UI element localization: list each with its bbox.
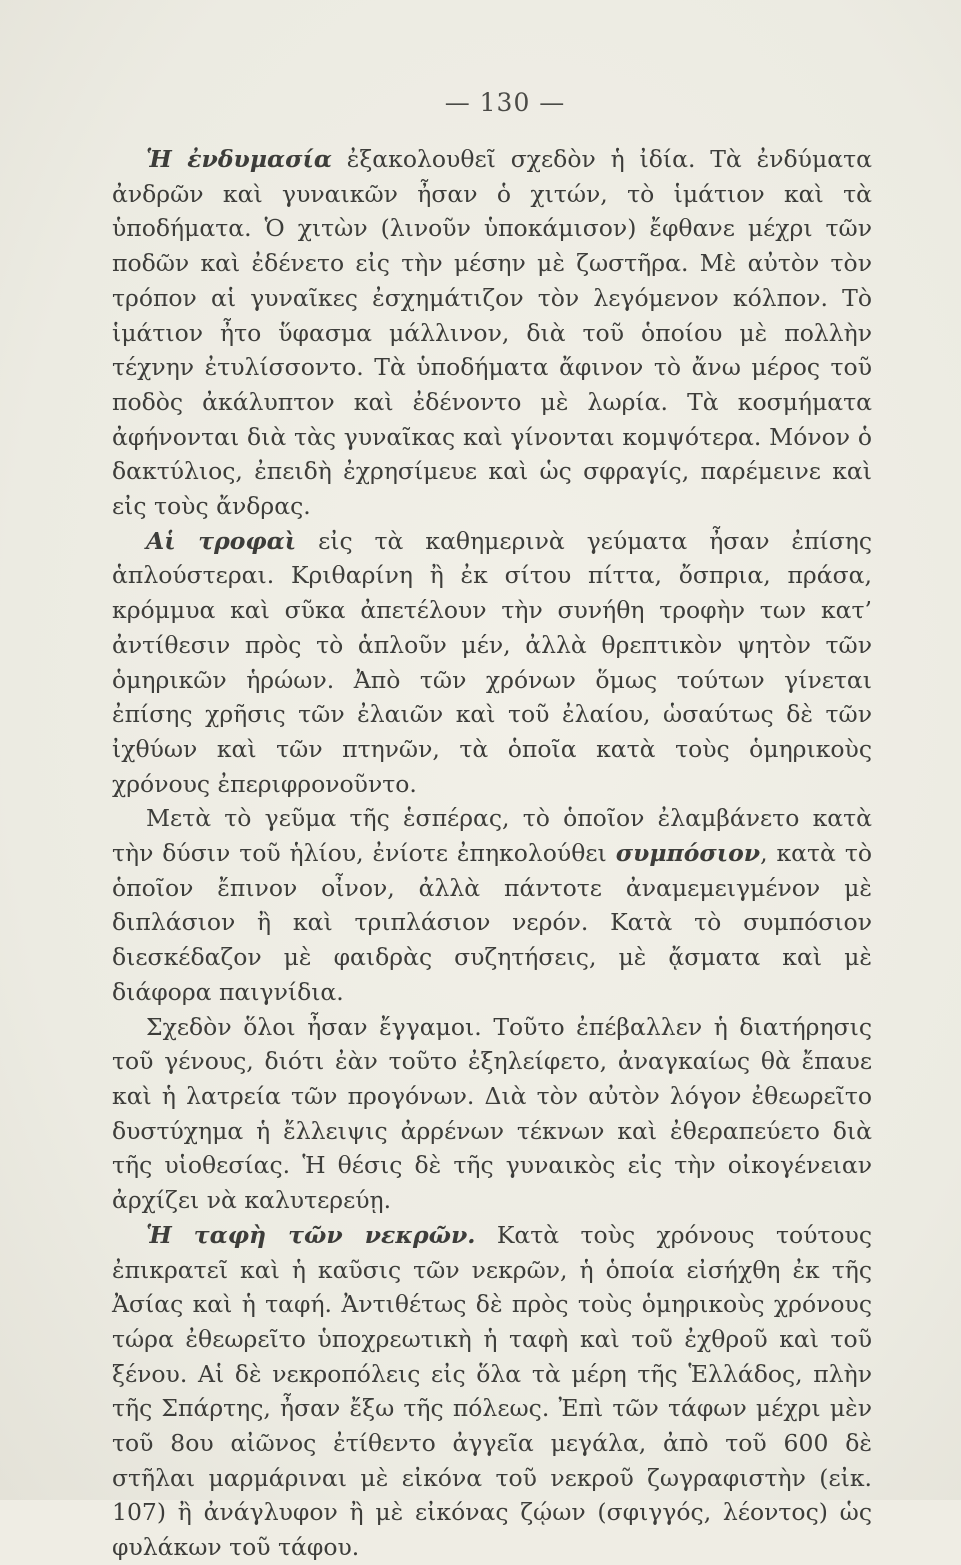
body-text (112, 142, 872, 1565)
paragraph-marriage (112, 1010, 872, 1218)
heading-food: Αἱ τροφαὶ (146, 526, 297, 555)
emphasis-symposium: συμπόσιον (615, 839, 761, 868)
heading-burial: Ἡ ταφὴ τῶν νεκρῶν. (146, 1220, 476, 1249)
paragraph-food (112, 524, 872, 802)
heading-clothing: Ἡ ἐνδυμασία (146, 145, 332, 173)
paragraph-symposium (112, 801, 872, 1009)
paragraph-food-text: εἰς τὰ καθημερινὰ γεύματα ἦσαν ἐπίσης ἁπλούστεραι. Κριθαρίνη ἢ ἐκ σίτου πίττα, ὄσπρια, πράσα, κρόμμυα καὶ σῦκα ἀπετέλουν τὴν συνήθη τροφὴν των κατ’ ἀντίθεσιν πρὸς τὸ ἁπλοῦν μέν, ἀλλὰ θρεπτικὸν ψητὸν τῶν ὁμηρικῶν ἡρώων. Ἀπὸ τῶν χρόνων ὅμως τούτων γίνεται ἐπίσης χρῆσις τῶν ἐλαιῶν καὶ τοῦ ἐλαίου, ὡσαύτως δὲ τῶν ἰχθύων καὶ τῶν πτηνῶν, τὰ ὁποῖα κατὰ τοὺς ὁμηρικοὺς χρόνους ἐπεριφρονοῦντο. (112, 526, 872, 798)
paragraph-clothing-text: ἐξακολουθεῖ σχεδὸν ἡ ἰδία. Τὰ ἐνδύματα ἀνδρῶν καὶ γυναικῶν ἦσαν ὁ χιτών, τὸ ἱμάτιον καὶ τὰ ὑποδήματα. Ὁ χιτὼν (λινοῦν ὑποκάμισον) ἔφθανε μέχρι τῶν ποδῶν καὶ ἐδένετο εἰς τὴν μέσην μὲ ζωστῆρα. Μὲ αὐτὸν τὸν τρόπον αἱ γυναῖκες ἐσχημάτιζον τὸν λεγόμενον κόλπον. Τὸ ἱμάτιον ἦτο ὕφασμα μάλλινον, διὰ τοῦ ὁποίου μὲ πολλὴν τέχνην ἐτυλίσσοντο. Τὰ ὑποδήματα ἄφινον τὸ ἄνω μέρος τοῦ ποδὸς ἀκάλυπτον καὶ ἐδένοντο μὲ λωρία. Τὰ κοσμήματα ἀφήνονται διὰ τὰς γυναῖκας καὶ γίνονται κομψότερα. Μόνον ὁ δακτύλιος, ἐπειδὴ ἐχρησίμευε καὶ ὡς σφραγίς, παρέμεινε καὶ εἰς τοὺς ἄνδρας. (112, 145, 872, 521)
page-number: — 130 — (444, 88, 566, 117)
paragraph-burial (112, 1218, 872, 1565)
paragraph-symposium-text-after: , κατὰ τὸ ὁποῖον ἔπινον οἶνον, ἀλλὰ πάντοτε ἀναμεμειγμένον μὲ διπλάσιον ἢ καὶ τριπλάσιον νερόν. Κατὰ τὸ συμπόσιον διεσκέδαζον μὲ φαιδρὰς συζητήσεις, μὲ ᾄσματα καὶ μὲ διάφορα παιγνίδια. (112, 839, 872, 1006)
paragraph-marriage-text: Σχεδὸν ὅλοι ἦσαν ἔγγαμοι. Τοῦτο ἐπέβαλλεν ἡ διατήρησις τοῦ γένους, διότι ἐὰν τοῦτο ἐξηλείφετο, ἀναγκαίως θὰ ἔπαυε καὶ ἡ λατρεία τῶν προγόνων. Διὰ τὸν αὐτὸν λόγον ἐθεωρεῖτο δυστύχημα ἡ ἔλλειψις ἀρρένων τέκνων καὶ ἐθεραπεύετο διὰ τῆς υἱοθεσίας. Ἡ θέσις δὲ τῆς γυναικὸς εἰς τὴν οἰκογένειαν ἀρχίζει νὰ καλυτερεύῃ. (112, 1012, 872, 1215)
paragraph-burial-text: Κατὰ τοὺς χρόνους τούτους ἐπικρατεῖ καὶ ἡ καῦσις τῶν νεκρῶν, ἡ ὁποία εἰσήχθη ἐκ τῆς Ἀσίας καὶ ἡ ταφή. Ἀντιθέτως δὲ πρὸς τοὺς ὁμηρικοὺς χρόνους τώρα ἐθεωρεῖτο ὑποχρεωτικὴ ἡ ταφὴ καὶ τοῦ ἐχθροῦ καὶ τοῦ ξένου. Αἱ δὲ νεκροπόλεις εἰς ὅλα τὰ μέρη τῆς Ἑλλάδος, πλὴν τῆς Σπάρτης, ἦσαν ἔξω τῆς πόλεως. Ἐπὶ τῶν τάφων μέχρι μὲν τοῦ 8ου αἰῶνος ἐτίθεντο ἀγγεῖα μεγάλα, ἀπὸ τοῦ 600 δὲ στῆλαι μαρμάριναι μὲ εἰκόνα τοῦ νεκροῦ ζωγραφιστὴν (εἰκ. 107) ἢ ἀνάγλυφον ἢ μὲ εἰκόνας ζῴων (σφιγγός, λέοντος) ὡς φυλάκων τοῦ τάφου. (112, 1220, 872, 1562)
paragraph-clothing (112, 142, 872, 524)
paragraph-symposium-text-before: Μετὰ τὸ γεῦμα τῆς ἑσπέρας, τὸ ὁποῖον ἐλαμβάνετο κατὰ τὴν δύσιν τοῦ ἡλίου, ἐνίοτε ἐπηκολούθει (112, 804, 872, 868)
